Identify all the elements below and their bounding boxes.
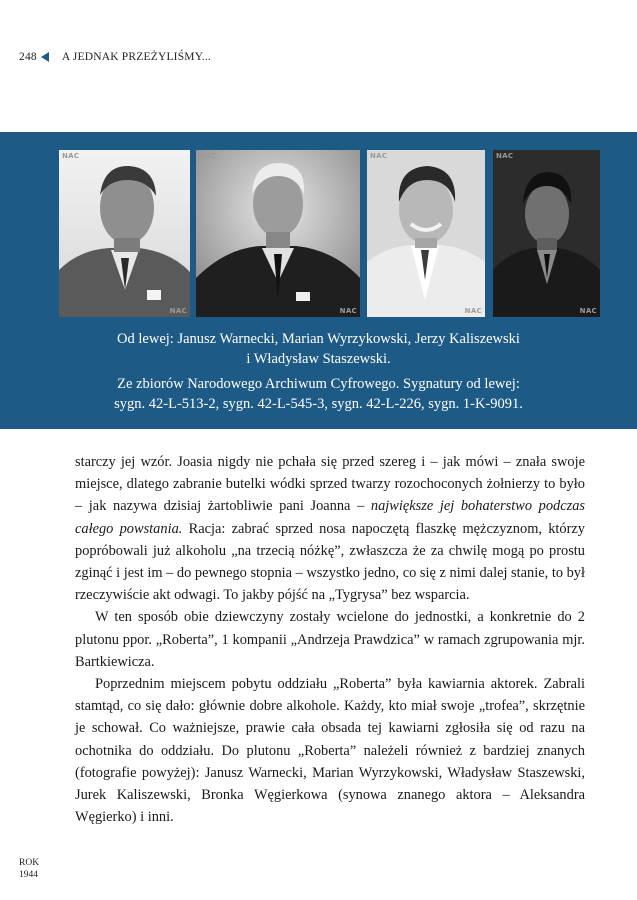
portrait-2-image <box>196 150 360 317</box>
paragraph-1 <box>75 451 585 606</box>
paragraph-3: Poprzednim miejscem pobytu oddziału „Roberta” była kawiarnia aktorek. Zabrali stamtąd, co się dało: głównie dobre alkohole. Każdy, kto miał swoje „trofea”, skrzętnie je schował. Co ważniejsze, prawie cała obsada tej kawiarni zgłosiła się od razu na ochotnika do oddziału. Do plutonu „Roberta” należeli również z bardziej znanych (fotografie powyżej): Janusz Warnecki, Marian Wyrzykowski, Władysław Staszewski, Jurek Kaliszewski, Bronka Węgierkowa (synowa znanego aktora – Aleksandra Węgierko) i inni. <box>75 676 585 826</box>
portrait-4-image <box>493 150 600 317</box>
paragraph-2: W ten sposób obie dziewczyny zostały wcielone do jednostki, a konkretnie do 2 plutonu ppor. „Roberta”, 1 kompanii „Andrzeja Prawdzica” w ramach zgrupowania mjr. Bartkiewicza. <box>75 609 585 670</box>
photo-caption-names <box>40 329 597 369</box>
portrait-3-image <box>367 150 485 317</box>
caption-line: Ze zbiorów Narodowego Archiwum Cyfrowego. Sygnatury od lewej: <box>117 376 520 392</box>
footer-label: ROK <box>19 858 40 868</box>
footer-year: 1944 <box>19 870 38 880</box>
paragraph-text: starczy jej wzór. Joasia nigdy nie pchała się przed szereg i – jak mówi – znała swoje miejsce, dlatego zabranie butelki wódki sprzed twarzy rozochoconych żołnierzy to było – jak nazywa dzisiaj żartobliwie pani Joanna – <box>75 454 585 515</box>
paragraph-emphasis: największe jej bohaterstwo podczas całego powstania. <box>75 498 585 537</box>
caption-line: sygn. 42-L-513-2, sygn. 42-L-545-3, sygn. 42-L-226, sygn. 1-K-9091. <box>114 396 523 412</box>
page-footer <box>19 857 39 881</box>
watermark-nac: NAC <box>199 152 217 160</box>
paragraph-text: Racja: zabrać sprzed nosa napoczętą flaszkę mężczyznom, którzy popróbowali już alkoholu „na trzecią nóżkę”, zwłaszcza że za chwilę mogą po prostu zginąć i jest im – do pewnego stopnia – wszystko jedno, co się z nimi dalej stanie, to był rzeczywiście akt odwagi. To jakby pójść na „Tygrysa” bez wsparcia. <box>75 520 585 604</box>
watermark-nac: NAC <box>62 152 80 160</box>
portrait-photo-3 <box>367 150 485 317</box>
watermark-nac: NAC <box>370 152 388 160</box>
portrait-photo-1 <box>59 150 190 317</box>
running-header <box>19 51 211 63</box>
watermark-nac: NAC <box>496 152 514 160</box>
body-text <box>75 451 585 828</box>
watermark-nac: NAC <box>579 307 597 315</box>
watermark-nac: NAC <box>464 307 482 315</box>
watermark-nac: NAC <box>169 307 187 315</box>
book-title: A JEDNAK PRZEŻYLIŚMY... <box>61 51 211 63</box>
caption-line: Od lewej: Janusz Warnecki, Marian Wyrzykowski, Jerzy Kaliszewski <box>117 331 520 347</box>
watermark-nac: NAC <box>339 307 357 315</box>
portrait-photo-4 <box>493 150 600 317</box>
portrait-photo-2 <box>196 150 360 317</box>
triangle-left-icon <box>41 52 49 62</box>
portrait-1-image <box>59 150 190 317</box>
photo-caption-source <box>40 374 597 414</box>
caption-line: i Władysław Staszewski. <box>246 351 391 367</box>
page-number: 248 <box>19 51 37 63</box>
